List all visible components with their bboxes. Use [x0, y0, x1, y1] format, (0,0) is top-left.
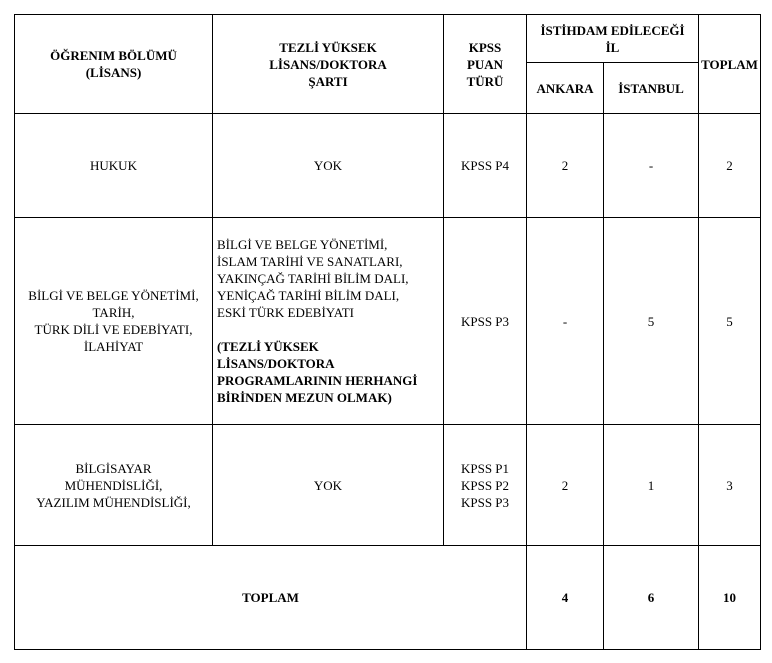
sart-line: YENİÇAĞ TARİHİ BİLİM DALI,	[217, 288, 400, 303]
header-sart-line: ŞARTI	[308, 73, 348, 89]
bolum-line: BİLGİSAYAR	[75, 460, 152, 476]
cell-toplam: 2	[699, 114, 761, 218]
cell-puan	[444, 218, 527, 425]
bolum-line: HUKUK	[90, 158, 137, 173]
header-istanbul: İSTANBUL	[604, 63, 699, 114]
header-puan-line: PUAN	[466, 56, 504, 72]
puan-line: KPSS P1	[460, 460, 510, 476]
table-row	[15, 425, 761, 546]
cell-bolum	[15, 425, 213, 546]
sart-spacer	[217, 321, 443, 338]
header-bolum-line: (LİSANS)	[85, 65, 142, 80]
total-ankara: 4	[527, 546, 604, 650]
cell-toplam: 5	[699, 218, 761, 425]
header-puan-line: TÜRÜ	[466, 73, 504, 89]
sart-note-line: PROGRAMLARININ HERHANGİ	[217, 373, 418, 388]
sart-line: ESKİ TÜRK EDEBİYATI	[217, 305, 354, 320]
sart-line: YAKINÇAĞ TARİHİ BİLİM DALI,	[217, 271, 409, 286]
bolum-line: TARİH,	[92, 305, 135, 320]
sart-line: İSLAM TARİHİ VE SANATLARI,	[217, 254, 403, 269]
bolum-line: MÜHENDİSLİĞİ,	[64, 477, 163, 493]
cell-ankara: -	[527, 218, 604, 425]
header-il-line: İL	[605, 39, 620, 55]
bolum-line: YAZILIM MÜHENDİSLİĞİ,	[36, 494, 191, 510]
header-puan	[444, 15, 527, 114]
sart-note-line: BİRİNDEN MEZUN OLMAK)	[217, 390, 392, 405]
quota-table	[14, 14, 761, 650]
cell-toplam: 3	[699, 425, 761, 546]
bolum-line: TÜRK DİLİ VE EDEBİYATI,	[34, 322, 193, 337]
total-istanbul: 6	[604, 546, 699, 650]
cell-sart	[213, 218, 444, 425]
total-row	[15, 546, 761, 650]
total-toplam: 10	[699, 546, 761, 650]
header-sart	[213, 15, 444, 114]
cell-ankara: 2	[527, 114, 604, 218]
header-il-line: İSTİHDAM EDİLECEĞİ	[540, 22, 685, 38]
puan-line: KPSS P3	[460, 494, 510, 510]
header-bolum-line: ÖĞRENIM BÖLÜMÜ	[50, 48, 177, 63]
cell-sart	[213, 425, 444, 546]
sart-line: YOK	[313, 158, 343, 173]
cell-puan	[444, 114, 527, 218]
sart-note-line: (TEZLİ YÜKSEK	[217, 339, 319, 354]
cell-ankara: 2	[527, 425, 604, 546]
sart-line: BİLGİ VE BELGE YÖNETİMİ,	[217, 237, 388, 252]
header-ankara: ANKARA	[527, 63, 604, 114]
cell-bolum	[15, 218, 213, 425]
header-toplam: TOPLAM	[699, 15, 761, 114]
header-bolum	[15, 15, 213, 114]
header-sart-line: LİSANS/DOKTORA	[269, 56, 387, 72]
cell-puan	[444, 425, 527, 546]
cell-istanbul: -	[604, 114, 699, 218]
bolum-line: İLAHİYAT	[83, 339, 144, 354]
cell-istanbul: 5	[604, 218, 699, 425]
cell-istanbul: 1	[604, 425, 699, 546]
sart-line: YOK	[313, 477, 343, 493]
table-row	[15, 114, 761, 218]
cell-bolum	[15, 114, 213, 218]
table-row	[15, 218, 761, 425]
header-il	[527, 15, 699, 63]
puan-line: KPSS P2	[460, 477, 510, 493]
puan-line: KPSS P3	[460, 313, 510, 329]
header-sart-line: TEZLİ YÜKSEK	[279, 39, 377, 55]
puan-line: KPSS P4	[460, 158, 510, 173]
bolum-line: BİLGİ VE BELGE YÖNETİMİ,	[28, 288, 199, 303]
header-puan-line: KPSS	[468, 39, 502, 55]
total-label: TOPLAM	[15, 546, 527, 650]
sart-note-line: LİSANS/DOKTORA	[217, 356, 335, 371]
cell-sart	[213, 114, 444, 218]
